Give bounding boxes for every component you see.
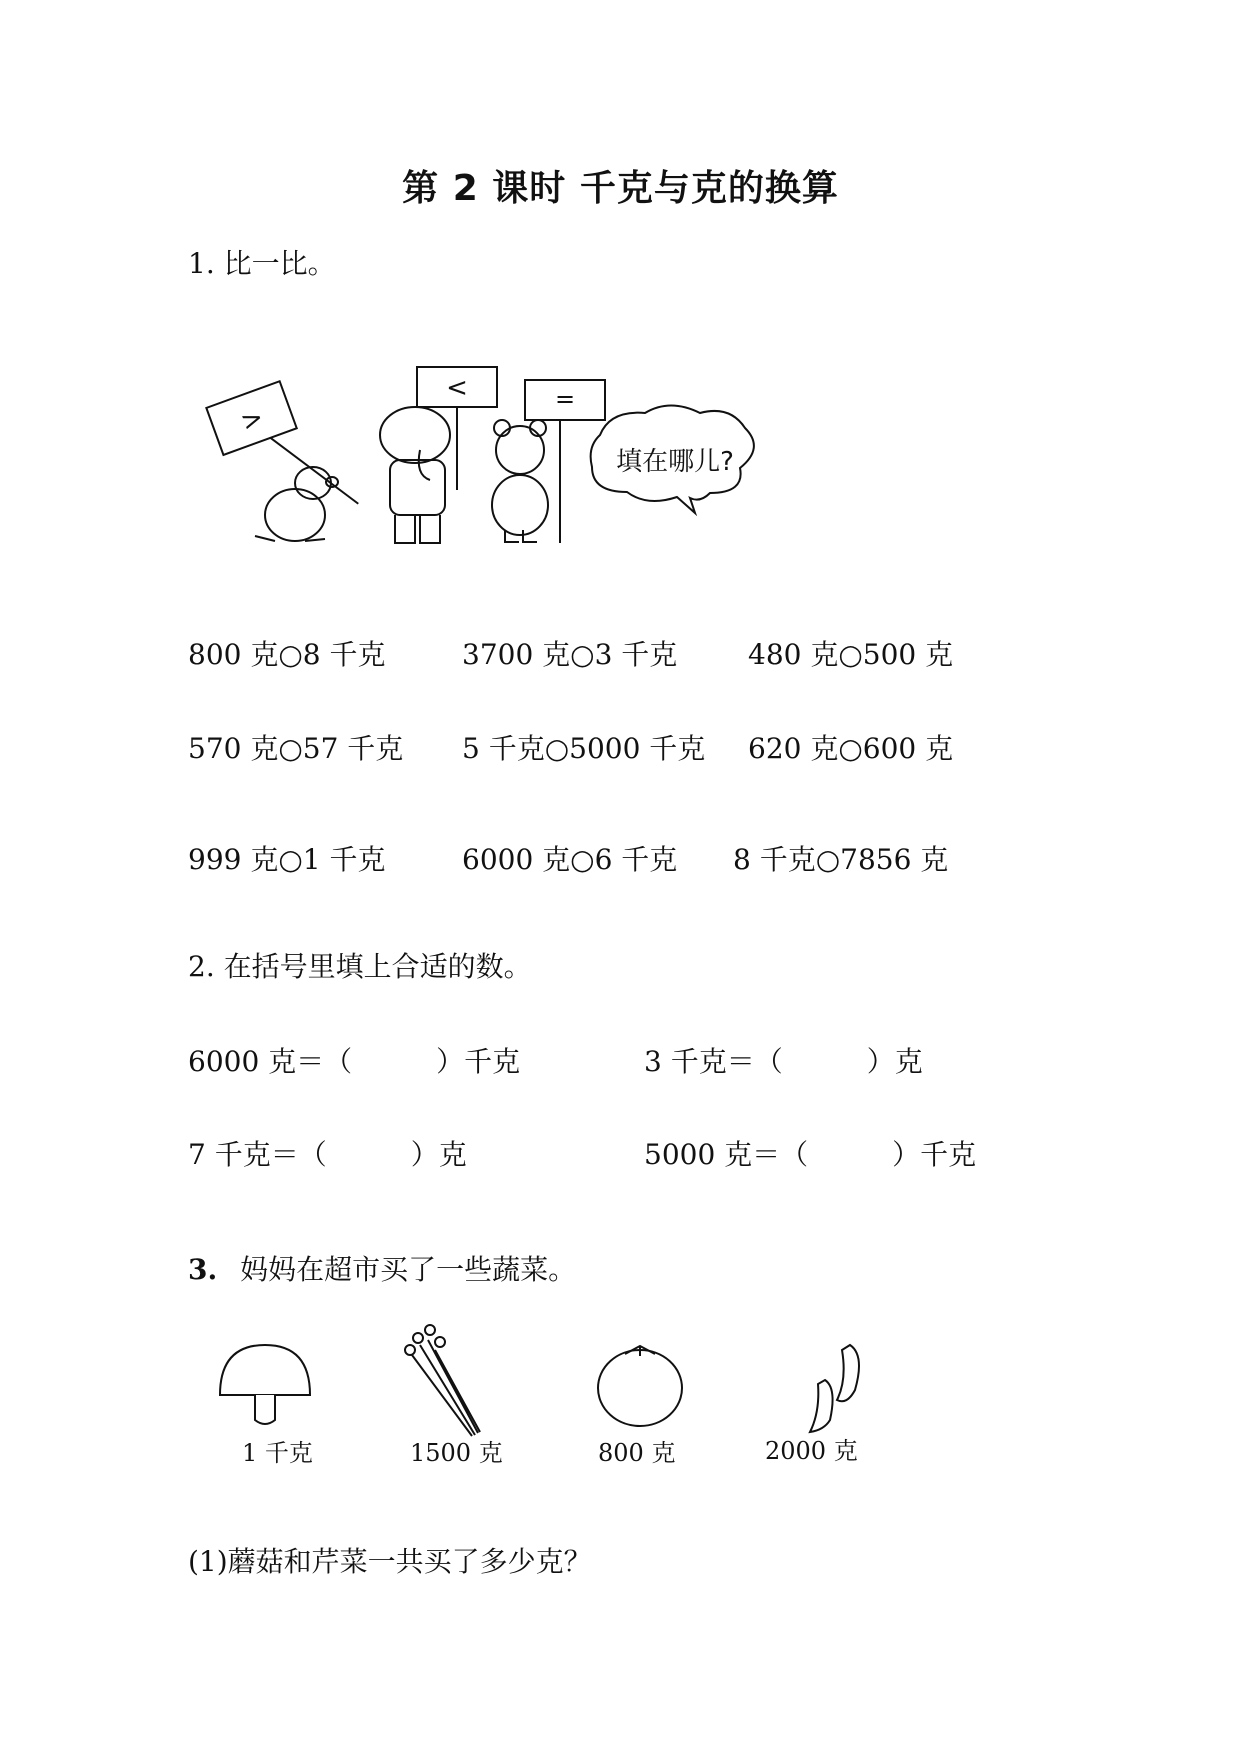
vegetable-label: 2000 克	[765, 1437, 858, 1465]
pig-with-greater-sign	[206, 370, 358, 541]
question-3-sub-1: (1)蘑菇和芹菜一共买了多少克？	[188, 1545, 592, 1578]
question-2-heading: 2. 在括号里填上合适的数。	[188, 950, 532, 983]
compare-item: 999 克○1 千克	[188, 843, 386, 876]
less-sign-text: <	[446, 373, 468, 403]
celery-icon	[390, 1320, 500, 1440]
comparison-illustration	[205, 365, 765, 545]
compare-item: 3700 克○3 千克	[462, 638, 678, 671]
compare-item: 480 克○500 克	[748, 638, 954, 671]
greater-sign-text: >	[236, 402, 268, 438]
compare-item: 570 克○57 千克	[188, 732, 404, 765]
compare-item: 620 克○600 克	[748, 732, 954, 765]
compare-item: 800 克○8 千克	[188, 638, 386, 671]
vegetable-label: 1 千克	[242, 1439, 313, 1467]
equal-sign-text: =	[554, 385, 576, 413]
page-title: 第 2 课时 千克与克的换算	[402, 168, 839, 209]
mushroom-icon	[215, 1340, 315, 1430]
vegetable-label: 800 克	[598, 1439, 676, 1467]
vegetable-label: 1500 克	[410, 1439, 503, 1467]
speech-bubble-text: 填在哪儿?	[616, 447, 734, 477]
question-3-number: 3.	[188, 1253, 218, 1286]
fill-blank-item: 6000 克＝（ ）千克	[188, 1045, 521, 1078]
compare-item: 6000 克○6 千克	[462, 843, 678, 876]
tomato-icon	[590, 1340, 690, 1430]
eggplant-icon	[795, 1335, 875, 1435]
fill-blank-item: 3 千克＝（ ）克	[644, 1045, 923, 1078]
question-3-text: 妈妈在超市买了一些蔬菜。	[240, 1253, 577, 1286]
compare-item: 8 千克○7856 克	[733, 843, 949, 876]
elephant-with-less-sign	[380, 367, 497, 543]
fill-blank-item: 5000 克＝（ ）千克	[644, 1138, 977, 1171]
fill-blank-item: 7 千克＝（ ）克	[188, 1138, 467, 1171]
bear-with-equal-sign	[492, 380, 605, 543]
question-1-heading: 1. 比一比。	[188, 247, 336, 280]
question-3-heading	[188, 1248, 576, 1288]
compare-item: 5 千克○5000 千克	[462, 732, 706, 765]
